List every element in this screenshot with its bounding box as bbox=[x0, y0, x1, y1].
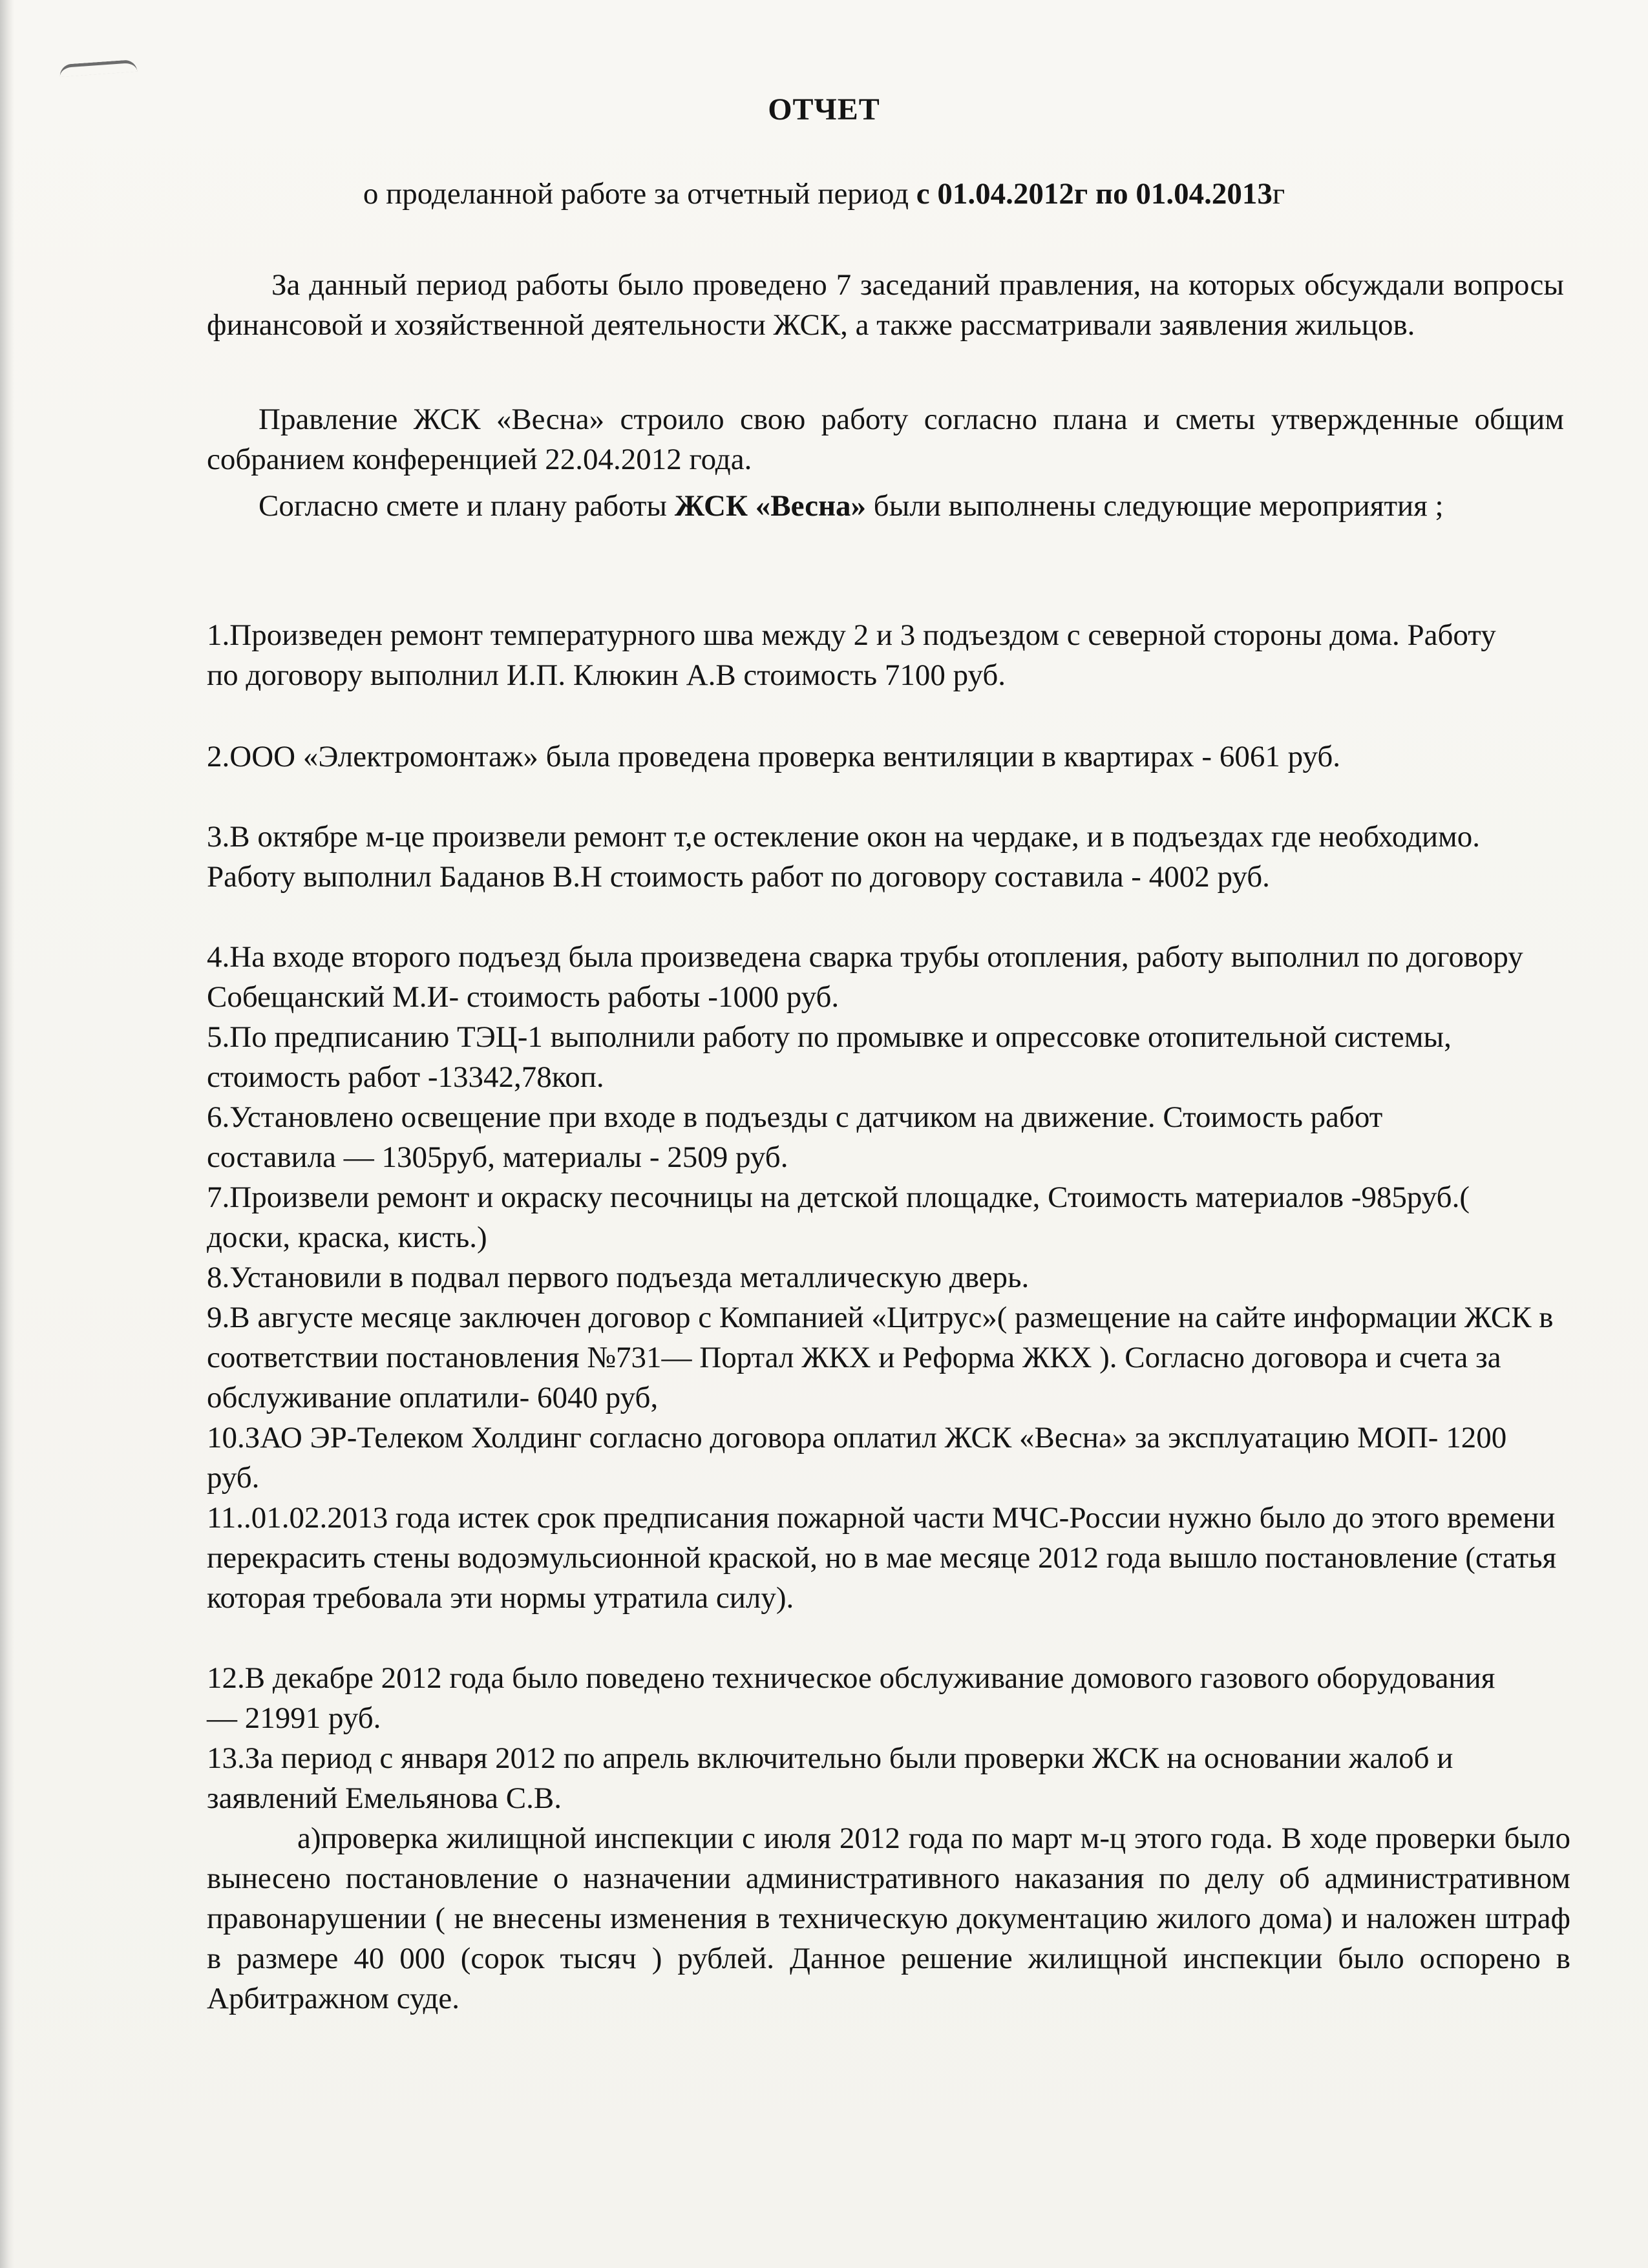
list-item-7: 7.Произвели ремонт и окраску песочницы на детской площадке, Стоимость материалов -985руб.( доски, краска, кисть.) bbox=[207, 1181, 1470, 1254]
works-intro-prefix: Согласно смете и плану работы bbox=[259, 489, 675, 523]
subtitle-prefix: о проделанной работе за отчетный период bbox=[363, 177, 916, 211]
paragraph-plan: Правление ЖСК «Весна» строило свою работу согласно плана и сметы утвержденные общим собранием конференцией 22.04.2012 года. bbox=[207, 403, 1564, 476]
works-intro-suffix: были выполнены следующие мероприятия ; bbox=[866, 489, 1444, 523]
subitem-a-housing-inspection: а)проверка жилищной инспекции с июля 2012 года по март м-ц этого года. В ходе проверки было вынесено постановление о назначении административного наказания по делу об административном правонарушении ( не внесены изменения в техническую документацию жилого дома) и наложен штраф в размере 40 000 (сорок тысяч ) рублей. Данное решение жилищной инспекции было оспорено в Арбитражном суде. bbox=[207, 1822, 1570, 2015]
document-title: ОТЧЕТ bbox=[768, 92, 880, 127]
subtitle-period: с 01.04.2012г по 01.04.2013 bbox=[916, 177, 1273, 211]
list-item-12: 12.В декабре 2012 года было поведено техническое обслуживание домового газового оборудования — 21991 руб. bbox=[207, 1661, 1495, 1735]
list-item-13: 13.За период с января 2012 по апрель включительно были проверки ЖСК на основании жалоб и заявлений Емельянова С.В. bbox=[207, 1741, 1453, 1815]
list-item-11: 11..01.02.2013 года истек срок предписания пожарной части МЧС-России нужно было до этого времени перекрасить стены водоэмульсионной краской, но в мае месяце 2012 года вышло постановление (статья которая требовала эти нормы утратила силу). bbox=[207, 1501, 1557, 1615]
list-item-5: 5.По предписанию ТЭЦ-1 выполнили работу по промывке и опрессовке отопительной системы, стоимость работ -13342,78коп. bbox=[207, 1020, 1452, 1094]
scan-edge-shadow bbox=[0, 0, 14, 2268]
list-item-4: 4.На входе второго подъезд была произведена сварка трубы отопления, работу выполнил по договору Собещанский М.И- стоимость работы -1000 руб. bbox=[207, 940, 1523, 1014]
scan-mark bbox=[59, 59, 137, 77]
list-item-2: 2.ООО «Электромонтаж» была проведена проверка вентиляции в квартирах - 6061 руб. bbox=[207, 740, 1341, 773]
works-intro-org: ЖСК «Весна» bbox=[674, 489, 867, 523]
subtitle-suffix: г bbox=[1272, 177, 1285, 211]
paragraph-works-intro bbox=[207, 486, 1564, 526]
paragraph-meetings: За данный период работы было проведено 7 заседаний правления, на которых обсуждали вопросы финансовой и хозяйственной деятельности ЖСК, а также рассматривали заявления жильцов. bbox=[207, 268, 1564, 342]
list-item-1: 1.Произведен ремонт температурного шва между 2 и 3 подъездом с северной стороны дома. Работу по договору выполнил И.П. Клюкин А.В стоимость 7100 руб. bbox=[207, 618, 1496, 692]
list-item-8: 8.Установили в подвал первого подъезда металлическую дверь. bbox=[207, 1261, 1030, 1294]
list-item-3: 3.В октябре м-це произвели ремонт т,е остекление окон на чердаке, и в подъездах где необходимо. Работу выполнил Баданов В.Н стоимость работ по договору составила - 4002 руб. bbox=[207, 820, 1481, 894]
list-item-10: 10.ЗАО ЭР-Телеком Холдинг согласно договора оплатил ЖСК «Весна» за эксплуатацию МОП- 1200 руб. bbox=[207, 1421, 1507, 1495]
list-item-6: 6.Установлено освещение при входе в подъезды с датчиком на движение. Стоимость работ составила — 1305руб, материалы - 2509 руб. bbox=[207, 1100, 1383, 1174]
list-item-9: 9.В августе месяце заключен договор с Компанией «Цитрус»( размещение на сайте информации ЖСК в соответствии постановления №731— Портал ЖКХ и Реформа ЖКХ ). Согласно договора и счета за обслуживание оплатили- 6040 руб, bbox=[207, 1301, 1554, 1414]
document-subtitle bbox=[0, 174, 1648, 213]
